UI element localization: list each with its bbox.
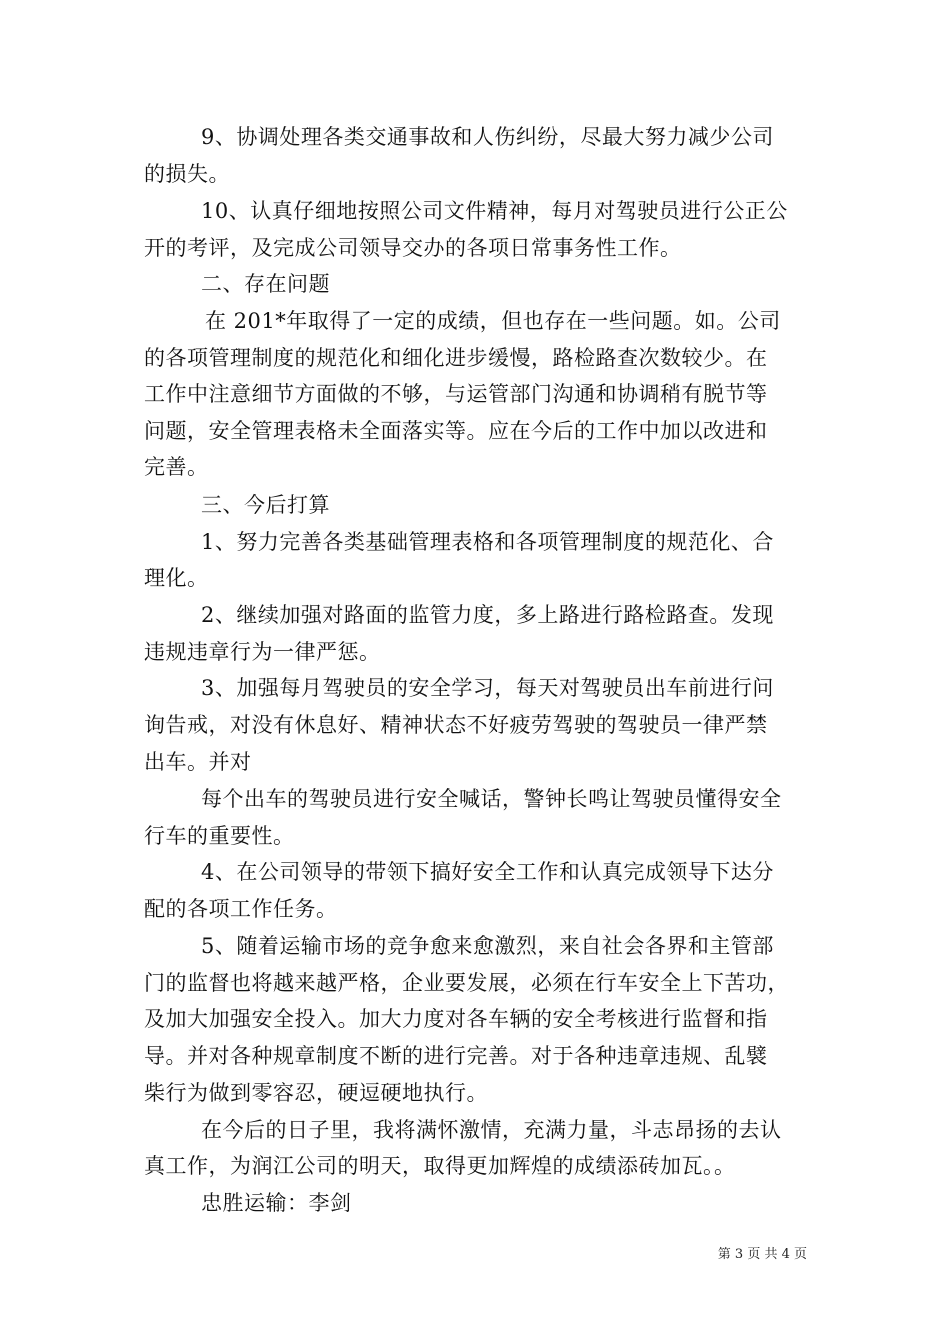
paragraph-line: 1、努力完善各类基础管理表格和各项管理制度的规范化、合 — [201, 530, 774, 554]
paragraph-line: 门的监督也将越来越严格，企业要发展，必须在行车安全上下苦功， — [144, 971, 789, 995]
paragraph-line: 行车的重要性。 — [144, 824, 295, 848]
section-heading: 三、今后打算 — [201, 493, 330, 517]
page-number: 第 3 页 共 4 页 — [717, 1247, 807, 1262]
paragraph-line: 出车。并对 — [144, 750, 252, 774]
paragraph-line: 导。并对各种规章制度不断的进行完善。对于各种违章违规、乱襞 — [144, 1044, 768, 1068]
paragraph-line: 及加大加强安全投入。加大力度对各车辆的安全考核进行监督和指 — [144, 1007, 768, 1031]
paragraph-line: 工作中注意细节方面做的不够，与运管部门沟通和协调稍有脱节等 — [144, 382, 768, 406]
paragraph-line: 10、认真仔细地按照公司文件精神，每月对驾驶员进行公正公 — [201, 199, 788, 223]
paragraph-line: 的各项管理制度的规范化和细化进步缓慢，路检路查次数较少。在 — [144, 346, 768, 370]
paragraph-line: 理化。 — [144, 566, 209, 590]
paragraph-line: 4、在公司领导的带领下搞好安全工作和认真完成领导下达分 — [201, 860, 774, 884]
paragraph-line: 违规违章行为一律严惩。 — [144, 640, 381, 664]
signature-line: 忠胜运输：李剑 — [201, 1191, 352, 1215]
paragraph-line: 9、协调处理各类交通事故和人伤纠纷，尽最大努力减少公司 — [201, 125, 774, 149]
section-heading: 二、存在问题 — [201, 272, 330, 296]
paragraph-line: 询告戒，对没有休息好、精神状态不好疲劳驾驶的驾驶员一律严禁 — [144, 713, 768, 737]
paragraph-line: 真工作，为润江公司的明天，取得更加辉煌的成绩添砖加瓦。。 — [144, 1154, 736, 1178]
paragraph-line: 问题，安全管理表格未全面落实等。应在今后的工作中加以改进和 — [144, 419, 768, 443]
paragraph-line: 柴行为做到零容忍，硬逗硬地执行。 — [144, 1081, 488, 1105]
paragraph-line: 的损失。 — [144, 162, 230, 186]
paragraph-line: 3、加强每月驾驶员的安全学习，每天对驾驶员出车前进行问 — [201, 676, 774, 700]
paragraph-line: 在 201*年取得了一定的成绩，但也存在一些问题。如。公司 — [205, 309, 781, 333]
paragraph-line: 2、继续加强对路面的监管力度，多上路进行路检路查。发现 — [201, 603, 774, 627]
paragraph-line: 在今后的日子里，我将满怀激情，充满力量，斗志昂扬的去认 — [201, 1118, 782, 1142]
paragraph-line: 配的各项工作任务。 — [144, 897, 338, 921]
paragraph-line: 开的考评，及完成公司领导交办的各项日常事务性工作。 — [144, 236, 682, 260]
paragraph-line: 5、随着运输市场的竞争愈来愈激烈，来自社会各界和主管部 — [201, 934, 774, 958]
paragraph-line: 完善。 — [144, 455, 209, 479]
paragraph-line: 每个出车的驾驶员进行安全喊话，警钟长鸣让驾驶员懂得安全 — [201, 787, 782, 811]
